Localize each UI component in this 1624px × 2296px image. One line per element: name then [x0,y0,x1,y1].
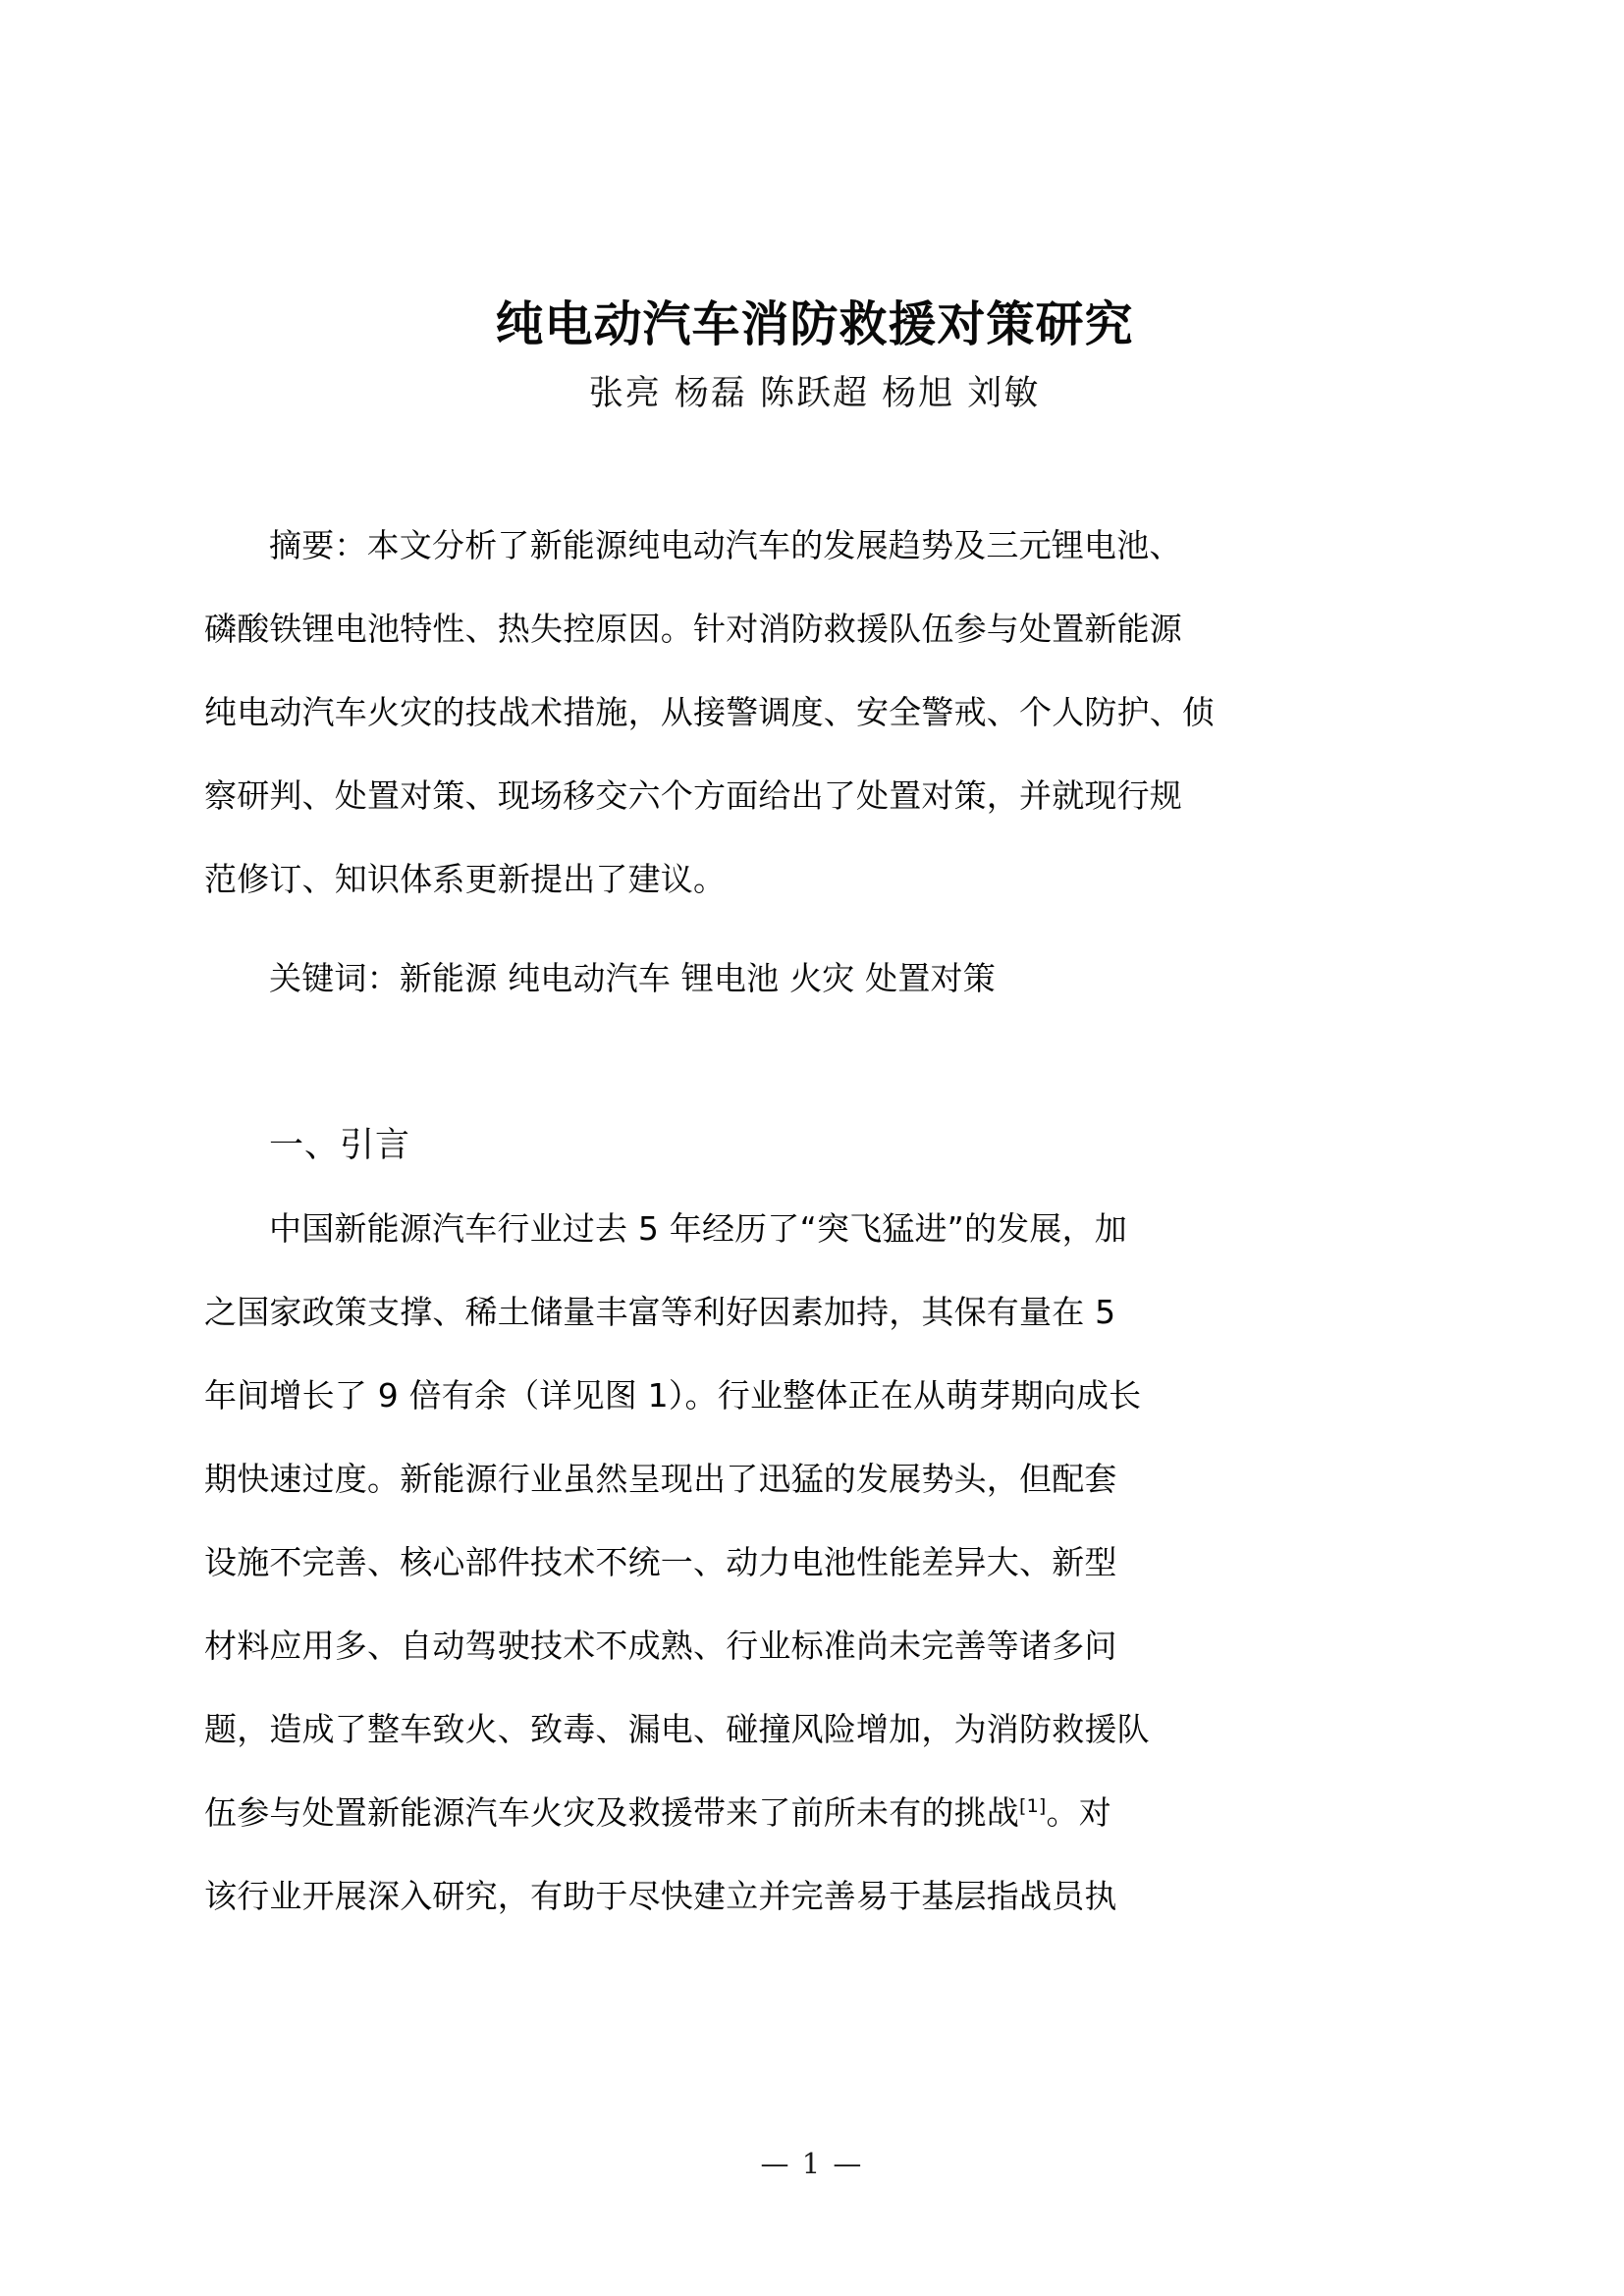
page-content [204,0,1425,1938]
abstract-line: 摘要：本文分析了新能源纯电动汽车的发展趋势及三元锂电池、 [269,525,1182,564]
body-line-text: 伍参与处置新能源汽车火灾及救援带来了前所未有的挑战 [204,1792,1019,1832]
body-line-with-citation [204,1771,1425,1854]
title-block [204,0,1425,417]
abstract-line: 纯电动汽车火灾的技战术措施，从接警调度、安全警戒、个人防护、侦 [204,692,1216,731]
body-line: 之国家政策支撑、稀土储量丰富等利好因素加持，其保有量在 5 [204,1292,1116,1331]
body-line: 材料应用多、自动驾驶技术不成熟、行业标准尚未完善等诸多问 [204,1626,1117,1665]
author-list: 张亮 杨磊 陈跃超 杨旭 刘敏 [588,374,1041,414]
page-title: 纯电动汽车消防救援对策研究 [495,296,1134,352]
body-line: 设施不完善、核心部件技术不统一、动力电池性能差异大、新型 [204,1542,1117,1581]
section-heading-introduction: 一、引言 [269,1125,411,1165]
abstract-line: 察研判、处置对策、现场移交六个方面给出了处置对策，并就现行规 [204,775,1182,815]
introduction-paragraph [204,1187,1425,1938]
body-line: 年间增长了 9 倍有余（详见图 1）。行业整体正在从萌芽期向成长 [204,1375,1142,1415]
keywords-line: 关键词：新能源 纯电动汽车 锂电池 火灾 处置对策 [269,958,996,997]
abstract-section [204,504,1425,1020]
body-line-text-suffix: 。对 [1046,1792,1111,1832]
page-number: — 1 — [760,2147,864,2180]
citation-marker: [1] [1019,1794,1047,1817]
body-line: 题，造成了整车致火、致毒、漏电、碰撞风险增加，为消防救援队 [204,1709,1150,1748]
abstract-line: 范修订、知识体系更新提出了建议。 [204,859,727,898]
abstract-line: 磷酸铁锂电池特性、热失控原因。针对消防救援队伍参与处置新能源 [204,609,1182,648]
body-line: 期快速过度。新能源行业虽然呈现出了迅猛的发展势头，但配套 [204,1459,1117,1498]
body-line: 中国新能源汽车行业过去 5 年经历了“突飞猛进”的发展，加 [269,1208,1127,1248]
body-line: 该行业开展深入研究，有助于尽快建立并完善易于基层指战员执 [204,1876,1117,1915]
